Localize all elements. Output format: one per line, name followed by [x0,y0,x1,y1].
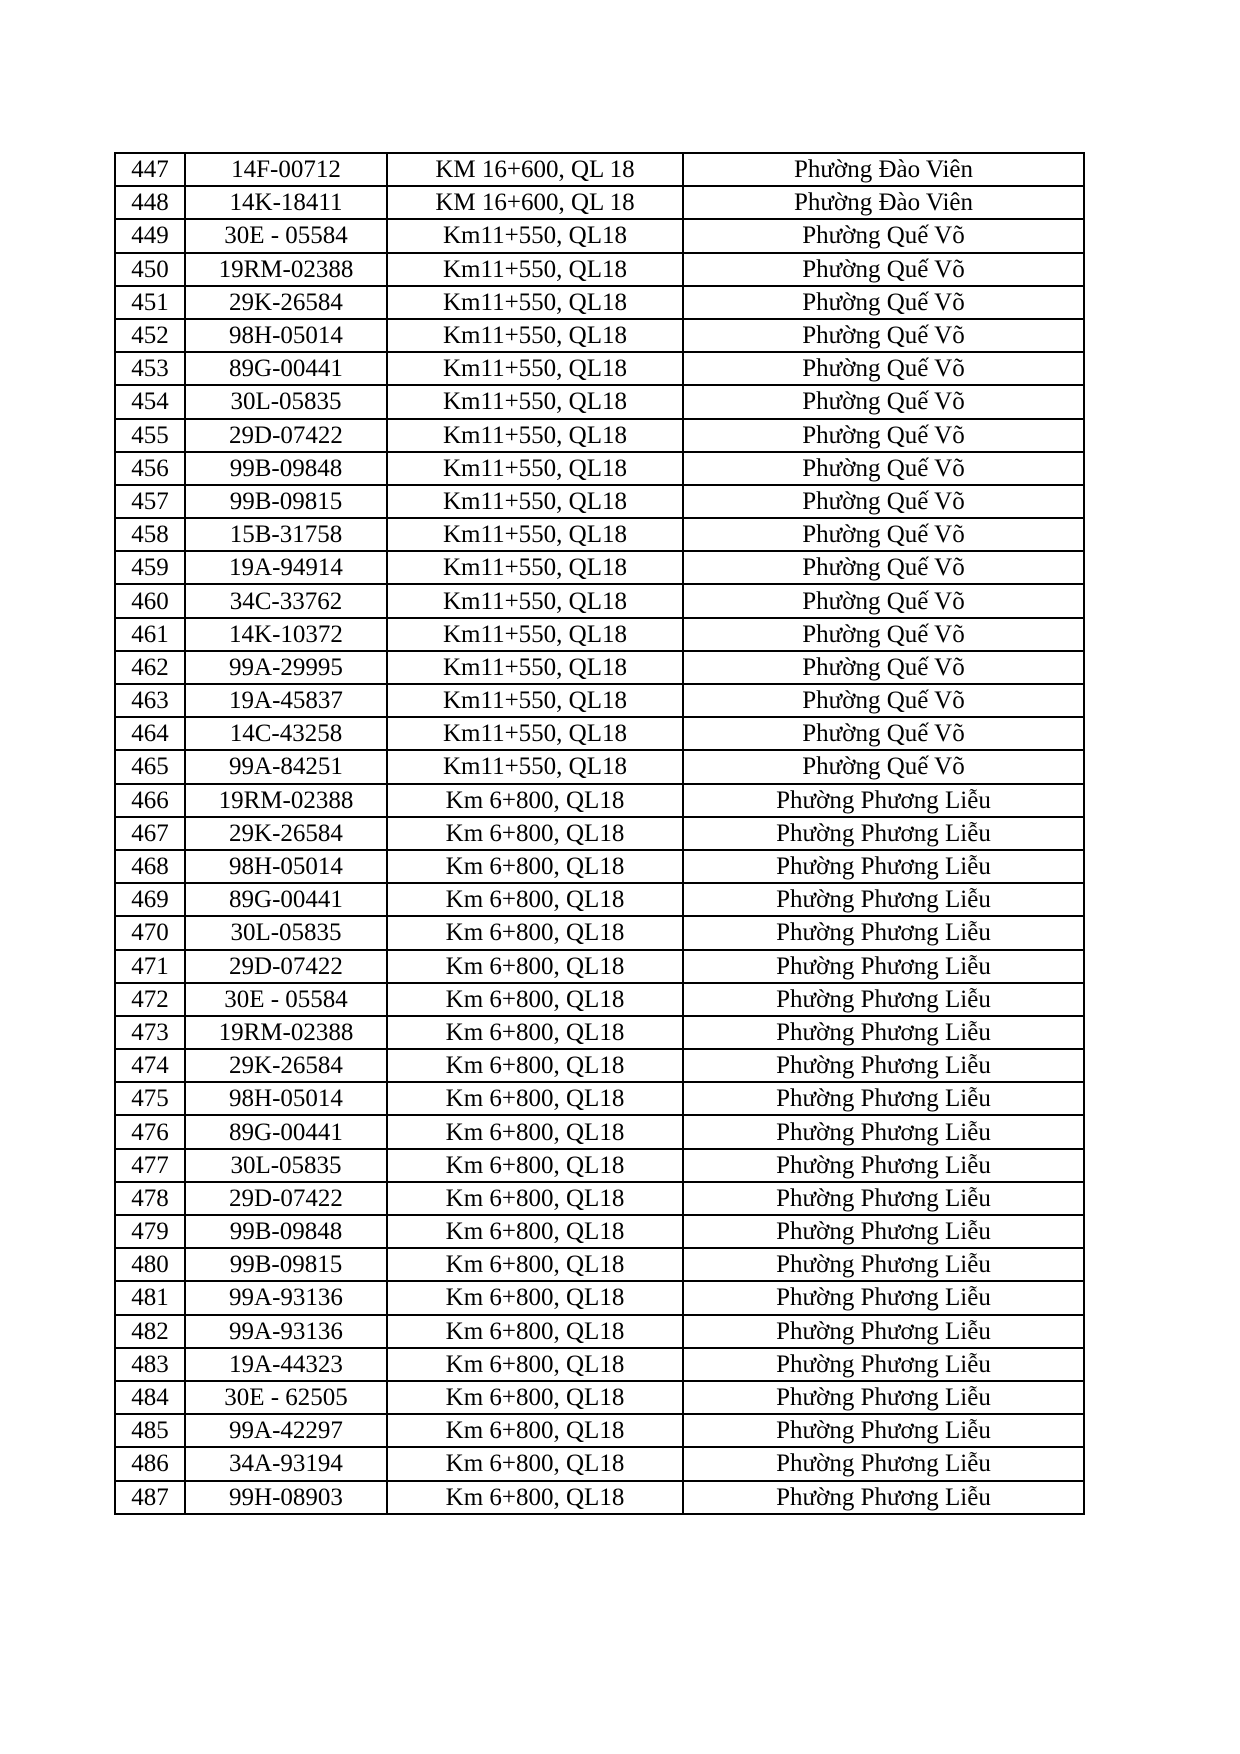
table-row [115,983,1084,1016]
cell-plate: 14K-10372 [185,618,387,651]
cell-stt: 475 [115,1082,185,1115]
cell-ward: Phường Phương Liễu [683,1016,1084,1049]
cell-location: Km11+550, QL18 [387,584,683,617]
cell-location: Km 6+800, QL18 [387,1414,683,1447]
cell-ward: Phường Phương Liễu [683,1414,1084,1447]
cell-stt: 465 [115,750,185,783]
cell-location: Km 6+800, QL18 [387,1016,683,1049]
table-row [115,186,1084,219]
cell-ward: Phường Phương Liễu [683,1182,1084,1215]
cell-plate: 89G-00441 [185,1115,387,1148]
table-row [115,618,1084,651]
cell-ward: Phường Phương Liễu [683,983,1084,1016]
cell-location: KM 16+600, QL 18 [387,186,683,219]
cell-plate: 34A-93194 [185,1447,387,1480]
cell-plate: 34C-33762 [185,584,387,617]
cell-ward: Phường Phương Liễu [683,1381,1084,1414]
cell-location: Km 6+800, QL18 [387,1149,683,1182]
cell-plate: 30L-05835 [185,1149,387,1182]
cell-ward: Phường Quế Võ [683,385,1084,418]
cell-ward: Phường Quế Võ [683,485,1084,518]
cell-plate: 99B-09815 [185,1248,387,1281]
cell-plate: 19A-94914 [185,551,387,584]
cell-location: Km 6+800, QL18 [387,1315,683,1348]
cell-plate: 99B-09815 [185,485,387,518]
cell-location: Km 6+800, QL18 [387,1082,683,1115]
cell-stt: 483 [115,1348,185,1381]
cell-ward: Phường Phương Liễu [683,1115,1084,1148]
cell-plate: 89G-00441 [185,352,387,385]
cell-plate: 99A-93136 [185,1281,387,1314]
cell-plate: 30E - 05584 [185,219,387,252]
cell-stt: 478 [115,1182,185,1215]
cell-plate: 14K-18411 [185,186,387,219]
cell-plate: 19RM-02388 [185,784,387,817]
cell-location: Km 6+800, QL18 [387,1447,683,1480]
table-row [115,352,1084,385]
cell-stt: 477 [115,1149,185,1182]
cell-ward: Phường Quế Võ [683,286,1084,319]
cell-ward: Phường Quế Võ [683,584,1084,617]
cell-stt: 462 [115,651,185,684]
cell-location: Km 6+800, QL18 [387,1281,683,1314]
cell-location: Km11+550, QL18 [387,618,683,651]
cell-plate: 29K-26584 [185,817,387,850]
cell-ward: Phường Đào Viên [683,186,1084,219]
cell-location: Km11+550, QL18 [387,352,683,385]
cell-stt: 470 [115,916,185,949]
cell-ward: Phường Phương Liễu [683,1049,1084,1082]
table-row [115,1348,1084,1381]
cell-ward: Phường Quế Võ [683,352,1084,385]
cell-location: Km 6+800, QL18 [387,1115,683,1148]
table-row [115,1115,1084,1148]
table-row [115,1016,1084,1049]
cell-stt: 449 [115,219,185,252]
cell-location: Km 6+800, QL18 [387,883,683,916]
cell-ward: Phường Quế Võ [683,618,1084,651]
table-row [115,784,1084,817]
table-row [115,916,1084,949]
cell-plate: 30E - 05584 [185,983,387,1016]
cell-ward: Phường Phương Liễu [683,1248,1084,1281]
cell-plate: 19A-44323 [185,1348,387,1381]
cell-plate: 99A-42297 [185,1414,387,1447]
cell-stt: 453 [115,352,185,385]
cell-ward: Phường Phương Liễu [683,1082,1084,1115]
cell-location: Km 6+800, QL18 [387,983,683,1016]
cell-ward: Phường Phương Liễu [683,1149,1084,1182]
cell-plate: 29D-07422 [185,950,387,983]
table-row [115,584,1084,617]
cell-plate: 15B-31758 [185,518,387,551]
table-row [115,1315,1084,1348]
cell-ward: Phường Quế Võ [683,219,1084,252]
cell-stt: 487 [115,1481,185,1514]
table-row [115,253,1084,286]
cell-plate: 30L-05835 [185,916,387,949]
cell-location: Km11+550, QL18 [387,219,683,252]
table-row [115,452,1084,485]
cell-location: Km 6+800, QL18 [387,1049,683,1082]
cell-stt: 480 [115,1248,185,1281]
table-row [115,850,1084,883]
cell-location: Km11+550, QL18 [387,551,683,584]
cell-stt: 450 [115,253,185,286]
cell-ward: Phường Phương Liễu [683,850,1084,883]
cell-plate: 29K-26584 [185,286,387,319]
table-row [115,286,1084,319]
cell-plate: 98H-05014 [185,850,387,883]
cell-stt: 485 [115,1414,185,1447]
table-row [115,750,1084,783]
cell-plate: 30E - 62505 [185,1381,387,1414]
cell-ward: Phường Quế Võ [683,684,1084,717]
cell-location: Km11+550, QL18 [387,452,683,485]
table-row [115,717,1084,750]
table-row [115,518,1084,551]
cell-stt: 459 [115,551,185,584]
cell-ward: Phường Quế Võ [683,750,1084,783]
table-row [115,1481,1084,1514]
cell-location: Km11+550, QL18 [387,684,683,717]
table-row [115,1248,1084,1281]
cell-stt: 472 [115,983,185,1016]
cell-ward: Phường Quế Võ [683,518,1084,551]
cell-plate: 29K-26584 [185,1049,387,1082]
cell-stt: 447 [115,153,185,186]
cell-location: Km 6+800, QL18 [387,817,683,850]
cell-plate: 14F-00712 [185,153,387,186]
table-row [115,1447,1084,1480]
table-row [115,1049,1084,1082]
cell-stt: 479 [115,1215,185,1248]
cell-ward: Phường Quế Võ [683,253,1084,286]
cell-stt: 457 [115,485,185,518]
cell-ward: Phường Phương Liễu [683,1481,1084,1514]
table-row [115,153,1084,186]
cell-stt: 455 [115,419,185,452]
cell-ward: Phường Phương Liễu [683,950,1084,983]
cell-plate: 99A-84251 [185,750,387,783]
table-row [115,1215,1084,1248]
cell-location: Km 6+800, QL18 [387,850,683,883]
cell-location: Km11+550, QL18 [387,750,683,783]
table-row [115,1182,1084,1215]
table-row [115,485,1084,518]
cell-plate: 29D-07422 [185,1182,387,1215]
cell-stt: 474 [115,1049,185,1082]
cell-stt: 461 [115,618,185,651]
cell-location: Km11+550, QL18 [387,385,683,418]
cell-stt: 481 [115,1281,185,1314]
cell-ward: Phường Đào Viên [683,153,1084,186]
cell-ward: Phường Quế Võ [683,319,1084,352]
cell-ward: Phường Phương Liễu [683,1348,1084,1381]
cell-stt: 469 [115,883,185,916]
cell-ward: Phường Phương Liễu [683,817,1084,850]
table-row [115,1082,1084,1115]
cell-ward: Phường Phương Liễu [683,1447,1084,1480]
cell-location: Km 6+800, QL18 [387,1348,683,1381]
cell-plate: 14C-43258 [185,717,387,750]
cell-plate: 98H-05014 [185,319,387,352]
table-row [115,219,1084,252]
cell-stt: 448 [115,186,185,219]
table-row [115,684,1084,717]
table-row [115,651,1084,684]
cell-stt: 486 [115,1447,185,1480]
cell-location: Km11+550, QL18 [387,518,683,551]
cell-location: Km 6+800, QL18 [387,1215,683,1248]
cell-location: KM 16+600, QL 18 [387,153,683,186]
table-row [115,1381,1084,1414]
cell-ward: Phường Phương Liễu [683,784,1084,817]
cell-plate: 98H-05014 [185,1082,387,1115]
cell-stt: 476 [115,1115,185,1148]
cell-location: Km 6+800, QL18 [387,950,683,983]
cell-location: Km11+550, QL18 [387,286,683,319]
cell-plate: 99A-93136 [185,1315,387,1348]
cell-location: Km 6+800, QL18 [387,784,683,817]
cell-stt: 454 [115,385,185,418]
table-body [115,153,1084,1514]
cell-stt: 484 [115,1381,185,1414]
cell-location: Km11+550, QL18 [387,253,683,286]
table-row [115,419,1084,452]
cell-stt: 463 [115,684,185,717]
cell-stt: 456 [115,452,185,485]
table-row [115,1281,1084,1314]
cell-location: Km 6+800, QL18 [387,1481,683,1514]
cell-stt: 464 [115,717,185,750]
cell-stt: 466 [115,784,185,817]
cell-stt: 471 [115,950,185,983]
cell-plate: 89G-00441 [185,883,387,916]
table-row [115,551,1084,584]
table-row [115,883,1084,916]
vehicle-violation-table [114,152,1085,1515]
table-row [115,1414,1084,1447]
table-row [115,1149,1084,1182]
cell-stt: 482 [115,1315,185,1348]
cell-ward: Phường Quế Võ [683,651,1084,684]
cell-stt: 458 [115,518,185,551]
cell-location: Km11+550, QL18 [387,485,683,518]
cell-stt: 473 [115,1016,185,1049]
cell-location: Km 6+800, QL18 [387,1182,683,1215]
cell-ward: Phường Phương Liễu [683,1215,1084,1248]
cell-ward: Phường Phương Liễu [683,1315,1084,1348]
cell-stt: 468 [115,850,185,883]
table-row [115,385,1084,418]
cell-stt: 467 [115,817,185,850]
table-row [115,817,1084,850]
cell-ward: Phường Phương Liễu [683,916,1084,949]
cell-ward: Phường Quế Võ [683,419,1084,452]
table-row [115,950,1084,983]
cell-plate: 99B-09848 [185,452,387,485]
cell-location: Km11+550, QL18 [387,419,683,452]
cell-ward: Phường Quế Võ [683,551,1084,584]
cell-location: Km11+550, QL18 [387,717,683,750]
cell-plate: 29D-07422 [185,419,387,452]
cell-plate: 99B-09848 [185,1215,387,1248]
cell-ward: Phường Quế Võ [683,452,1084,485]
table-row [115,319,1084,352]
cell-ward: Phường Quế Võ [683,717,1084,750]
cell-plate: 19RM-02388 [185,253,387,286]
cell-ward: Phường Phương Liễu [683,883,1084,916]
cell-location: Km 6+800, QL18 [387,1381,683,1414]
cell-location: Km11+550, QL18 [387,651,683,684]
cell-plate: 99A-29995 [185,651,387,684]
cell-plate: 99H-08903 [185,1481,387,1514]
cell-plate: 19A-45837 [185,684,387,717]
cell-location: Km11+550, QL18 [387,319,683,352]
cell-plate: 30L-05835 [185,385,387,418]
cell-plate: 19RM-02388 [185,1016,387,1049]
cell-stt: 452 [115,319,185,352]
cell-ward: Phường Phương Liễu [683,1281,1084,1314]
cell-stt: 460 [115,584,185,617]
cell-stt: 451 [115,286,185,319]
cell-location: Km 6+800, QL18 [387,916,683,949]
cell-location: Km 6+800, QL18 [387,1248,683,1281]
